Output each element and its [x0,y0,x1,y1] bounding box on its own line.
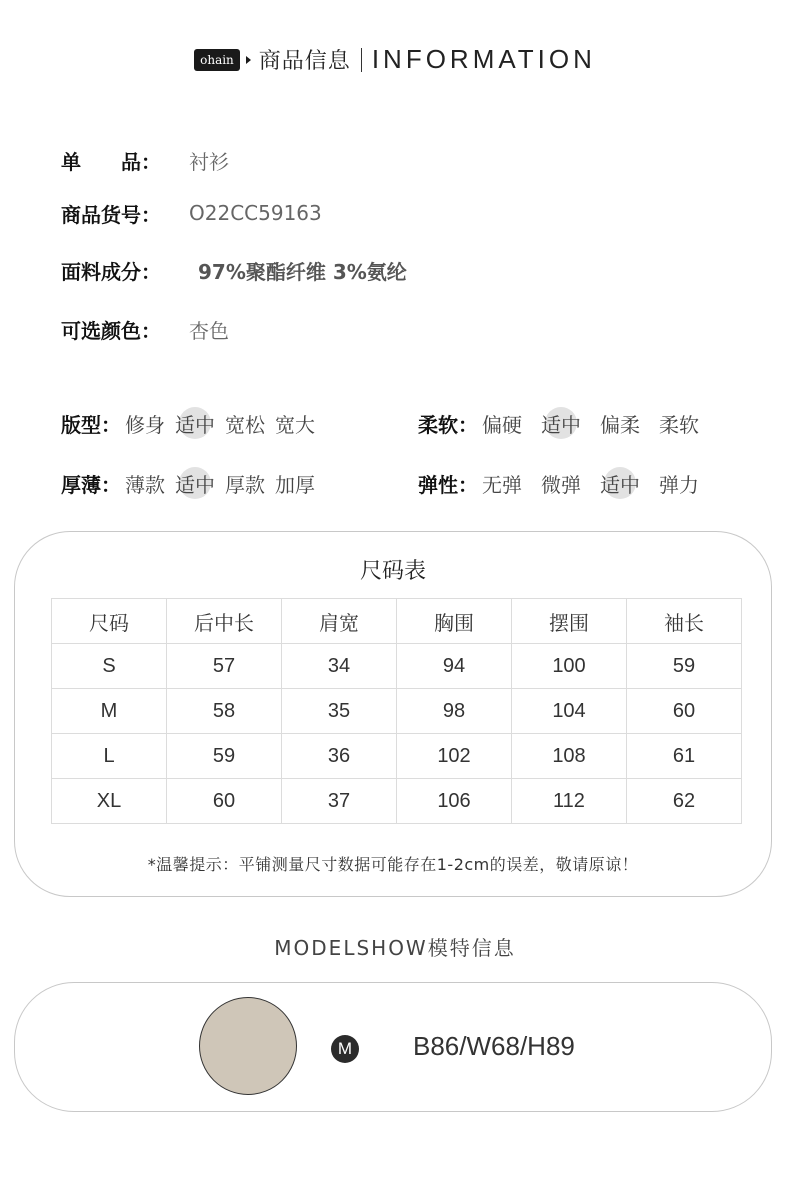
table-row [52,779,742,824]
table-header-cell: 袖长 [627,599,742,644]
attr-thickness [61,468,315,498]
table-cell: 108 [512,734,627,779]
model-size-badge: M [331,1035,359,1063]
attr-option: 适中 [175,469,215,498]
info-label: 商品货号： [61,202,161,227]
size-table [51,598,742,824]
table-header-cell: 摆围 [512,599,627,644]
table-cell: XL [52,779,167,824]
size-note: *温馨提示：平铺测量尺寸数据可能存在1-2cm的误差，敬请原谅！ [147,855,639,874]
model-measurements: B86/W68/H89 [413,1031,575,1061]
attr-option: 修身 [125,412,165,437]
table-row [52,734,742,779]
info-label: 单 品： [61,149,161,174]
table-header-cell: 后中长 [167,599,282,644]
table-cell: 59 [167,734,282,779]
info-row-fabric [61,255,407,285]
table-cell: 35 [282,689,397,734]
table-cell: 104 [512,689,627,734]
attr-option: 弹力 [659,472,699,497]
info-value: O22CC59163 [189,201,322,225]
attr-option: 适中 [600,469,640,498]
table-cell: 61 [627,734,742,779]
model-section-title: MODELSHOW模特信息 [274,936,516,960]
table-cell: 58 [167,689,282,734]
table-header-cell: 胸围 [397,599,512,644]
model-info-card [14,982,772,1112]
table-cell: 36 [282,734,397,779]
attr-option: 柔软 [659,412,699,437]
table-cell: S [52,644,167,689]
info-value: 97%聚酯纤维 3%氨纶 [198,259,407,284]
table-cell: 34 [282,644,397,689]
attr-option: 厚款 [225,472,265,497]
table-cell: 112 [512,779,627,824]
attr-option: 加厚 [275,472,315,497]
attr-option: 微弹 [541,472,581,497]
attr-option: 适中 [175,409,215,438]
table-header-cell: 肩宽 [282,599,397,644]
attr-softness [418,408,699,438]
model-avatar [199,997,297,1095]
page-header [0,44,790,75]
attr-option: 宽大 [275,412,315,437]
header-title-cn: 商品信息 [258,49,351,74]
attr-label: 厚薄： [61,472,121,497]
table-cell: 102 [397,734,512,779]
table-cell: 94 [397,644,512,689]
info-label: 可选颜色： [61,318,161,343]
attr-option: 偏柔 [600,412,640,437]
attr-option: 宽松 [225,412,265,437]
attr-option: 薄款 [125,472,165,497]
attr-label: 弹性： [418,472,478,497]
info-label: 面料成分： [61,259,161,284]
attr-label: 版型： [61,412,121,437]
attr-option: 适中 [541,409,581,438]
table-row [52,644,742,689]
brand-logo: ohain [194,49,240,71]
attr-label: 柔软： [418,412,478,437]
table-cell: 98 [397,689,512,734]
table-cell: 57 [167,644,282,689]
attr-elasticity [418,468,699,498]
table-row [52,689,742,734]
table-cell: 60 [627,689,742,734]
info-value: 杏色 [189,318,229,343]
table-cell: L [52,734,167,779]
table-header-row [52,599,742,644]
table-cell: 60 [167,779,282,824]
table-cell: 62 [627,779,742,824]
header-title-en: INFORMATION [371,44,596,74]
info-row-item [61,145,229,175]
table-cell: 106 [397,779,512,824]
header-divider [361,48,362,72]
table-cell: 37 [282,779,397,824]
info-value: 衬衫 [189,149,229,174]
table-cell: 100 [512,644,627,689]
info-row-color [61,314,229,344]
table-header-cell: 尺码 [52,599,167,644]
logo-arrow-icon [246,56,251,64]
attr-option: 无弹 [482,472,522,497]
size-chart-card [14,531,772,897]
size-chart-title: 尺码表 [359,559,426,584]
attr-option: 偏硬 [482,412,522,437]
info-row-sku [61,198,322,228]
table-cell: 59 [627,644,742,689]
attr-fit [61,408,315,438]
table-cell: M [52,689,167,734]
